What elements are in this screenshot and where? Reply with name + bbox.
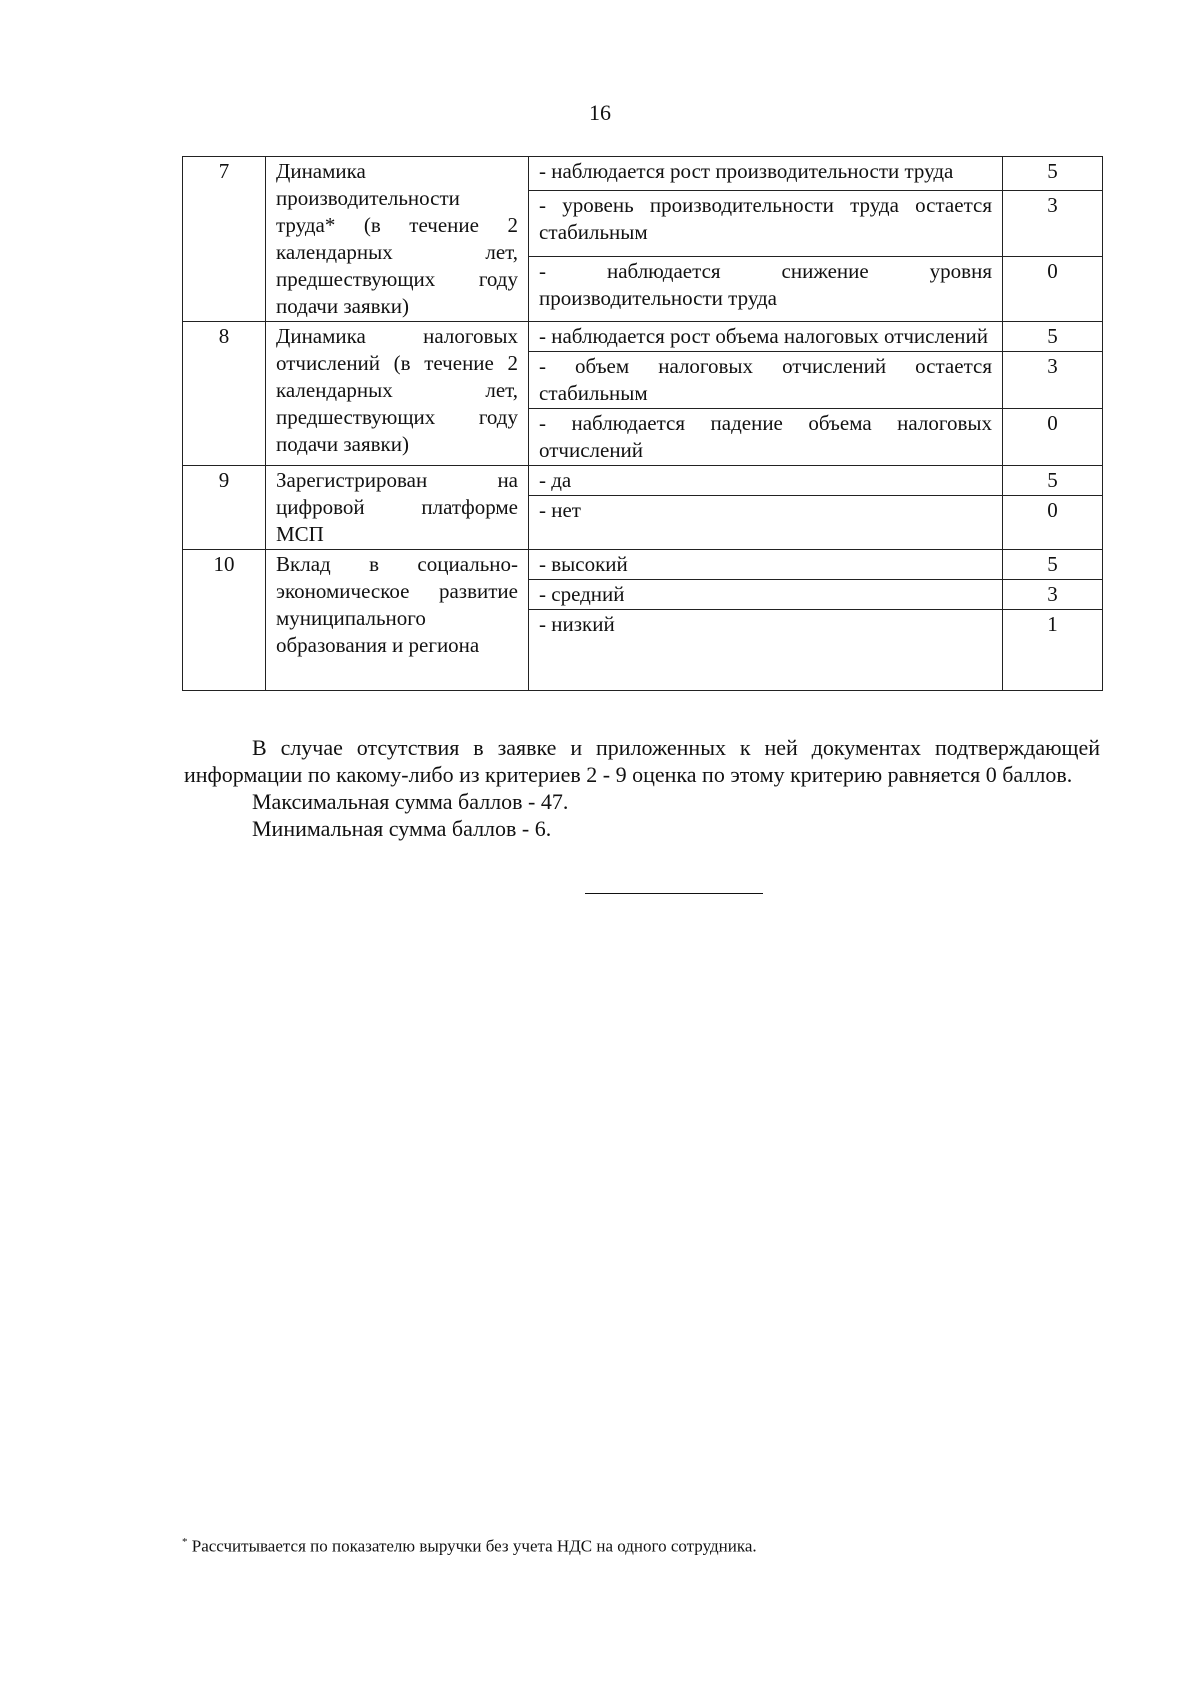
- criterion-score: 5: [1003, 550, 1103, 580]
- criterion-option: - высокий: [529, 550, 1003, 580]
- criterion-score: 5: [1003, 466, 1103, 496]
- footnote-text: Рассчитывается по показателю выручки без учета НДС на одного сотрудника.: [191, 1536, 757, 1556]
- footnote-marker: *: [182, 1536, 188, 1548]
- criterion-option: - наблюдается рост производительности труда: [529, 157, 1003, 191]
- criterion-option: - наблюдается снижение уровня производительности труда: [529, 256, 1003, 321]
- table-row: [183, 322, 1103, 352]
- min-sum-line: Минимальная сумма баллов - 6.: [252, 816, 552, 841]
- criterion-number: 8: [183, 322, 266, 466]
- notes-paragraph: В случае отсутствия в заявке и приложенных к ней документах подтверждающей информации по какому-либо из критериев 2 - 9 оценка по этому критерию равняется 0 баллов.: [184, 735, 1100, 787]
- criterion-option: - наблюдается падение объема налоговых отчислений: [529, 409, 1003, 466]
- criterion-number: 7: [183, 157, 266, 322]
- criterion-number: 10: [183, 550, 266, 691]
- criterion-option: - да: [529, 466, 1003, 496]
- page-number: 16: [589, 100, 611, 125]
- table-row: [183, 466, 1103, 496]
- criterion-score: 3: [1003, 580, 1103, 610]
- table-row: [183, 550, 1103, 580]
- criterion-name: Динамика производительности труда* (в течение 2 календарных лет, предшествующих году подачи заявки): [266, 157, 529, 322]
- criterion-option: - низкий: [529, 610, 1003, 691]
- criterion-option: - наблюдается рост объема налоговых отчислений: [529, 322, 1003, 352]
- criterion-number: 9: [183, 466, 266, 550]
- notes-section: [184, 734, 1100, 842]
- criterion-name: Вклад в социально-экономическое развитие муниципального образования и региона: [266, 550, 529, 691]
- criterion-score: 5: [1003, 157, 1103, 191]
- criterion-score: 5: [1003, 322, 1103, 352]
- criterion-name: Динамика налоговых отчислений (в течение 2 календарных лет, предшествующих году подачи заявки): [266, 322, 529, 466]
- criterion-option: - уровень производительности труда остается стабильным: [529, 191, 1003, 256]
- criterion-score: 3: [1003, 191, 1103, 256]
- table-row: [183, 157, 1103, 191]
- criterion-option: - объем налоговых отчислений остается стабильным: [529, 352, 1003, 409]
- end-divider: [585, 893, 763, 894]
- criterion-score: 0: [1003, 256, 1103, 321]
- criterion-score: 0: [1003, 496, 1103, 550]
- criterion-score: 1: [1003, 610, 1103, 691]
- criterion-name: Зарегистрирован на цифровой платформе МСП: [266, 466, 529, 550]
- criterion-score: 3: [1003, 352, 1103, 409]
- criterion-score: 0: [1003, 409, 1103, 466]
- max-sum-line: Максимальная сумма баллов - 47.: [252, 789, 569, 814]
- criteria-table: [182, 156, 1103, 691]
- criterion-option: - средний: [529, 580, 1003, 610]
- footnote: [182, 1536, 1082, 1557]
- criterion-option: - нет: [529, 496, 1003, 550]
